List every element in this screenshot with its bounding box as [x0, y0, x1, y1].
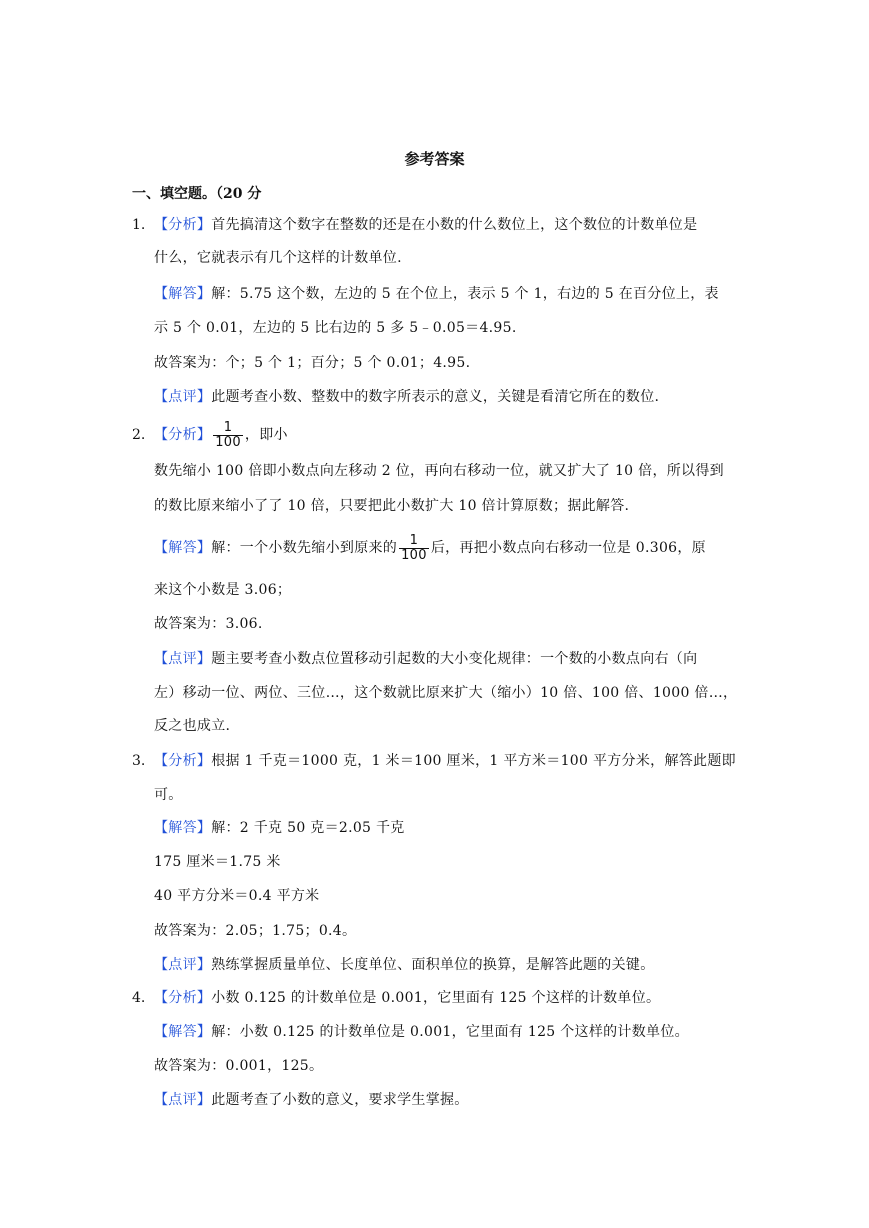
q1-answer-line-1: 【解答】解：5.75 这个数，左边的 5 在个位上，表示 5 个 1，右边的 5 在百分位上，表: [154, 286, 719, 302]
fraction-one-hundredth: $\frac{1}{100}$: [401, 532, 427, 563]
q3-answer-line-3: 40 平方分米＝0.4 平方米: [154, 888, 320, 904]
q2-answer-line-2: 来这个小数是 3.06；: [154, 582, 292, 598]
section-heading: 一、填空题。（20 分: [132, 186, 262, 202]
q1-answer-line-2: 示 5 个 0.01，左边的 5 比右边的 5 多 5﹣0.05＝4.95.: [154, 320, 517, 336]
answer-tag: 【解答】: [154, 540, 212, 556]
q2-result: 故答案为：3.06.: [154, 616, 263, 632]
q4-answer: 【解答】解：小数 0.125 的计数单位是 0.001，它里面有 125 个这样的计数单位。: [154, 1024, 689, 1040]
q3-answer-line-2: 175 厘米＝1.75 米: [154, 854, 281, 870]
q1-comment: 【点评】此题考查小数、整数中的数字所表示的意义，关键是看清它所在的数位.: [154, 389, 660, 405]
q2-comment-line-3: 反之也成立.: [154, 718, 231, 734]
q3-answer-line-1: 【解答】解：2 千克 50 克＝2.05 千克: [154, 820, 405, 836]
answer-tag: 【解答】: [154, 286, 212, 302]
analysis-tag: 【分析】: [154, 990, 212, 1006]
q3-comment: 【点评】熟练掌握质量单位、长度单位、面积单位的换算，是解答此题的关键。: [154, 957, 655, 973]
comment-tag: 【点评】: [154, 389, 212, 405]
comment-tag: 【点评】: [154, 1092, 212, 1108]
comment-tag: 【点评】: [154, 957, 212, 973]
page-title: 参考答案: [404, 150, 465, 168]
q1-result: 故答案为：个；5 个 1；百分；5 个 0.01；4.95.: [154, 355, 471, 371]
q1-analysis-line-1: 【分析】首先搞清这个数字在整数的还是在小数的什么数位上，这个数位的计数单位是: [154, 217, 698, 233]
q1-analysis-line-2: 什么，它就表示有几个这样的计数单位.: [154, 250, 402, 266]
analysis-tag: 【分析】: [154, 217, 212, 233]
q4-result: 故答案为：0.001，125。: [154, 1058, 324, 1074]
question-2-number: 2.: [132, 427, 146, 443]
q2-answer-line-1: 【解答】解：一个小数先缩小到原来的 $\frac{1}{100}$ 后，再把小数点向右移动一位是 0.306，原: [154, 532, 706, 563]
answer-tag: 【解答】: [154, 1024, 212, 1040]
answer-tag: 【解答】: [154, 820, 212, 836]
q3-result: 故答案为：2.05；1.75；0.4。: [154, 923, 357, 939]
analysis-tag: 【分析】: [154, 753, 212, 769]
comment-tag: 【点评】: [154, 651, 212, 667]
q3-analysis-line-1: 【分析】根据 1 千克＝1000 克，1 米＝100 厘米，1 平方米＝100 平方分米，解答此题即: [154, 753, 736, 769]
question-1-number: 1.: [132, 217, 146, 233]
q4-comment: 【点评】此题考查了小数的意义，要求学生掌握。: [154, 1092, 469, 1108]
q2-analysis-line-2: 数先缩小 100 倍即小数点向左移动 2 位，再向右移动一位，就又扩大了 10 倍，所以得到: [154, 463, 724, 479]
q2-comment-line-1: 【点评】题主要考查小数点位置移动引起数的大小变化规律：一个数的小数点向右（向: [154, 651, 698, 667]
q3-analysis-line-2: 可。: [154, 787, 183, 803]
q2-comment-line-2: 左）移动一位、两位、三位…，这个数就比原来扩大（缩小）10 倍、100 倍、1000 倍…，: [154, 685, 738, 701]
q2-analysis-line-3: 的数比原来缩小了了 10 倍，只要把此小数扩大 10 倍计算原数；据此解答.: [154, 498, 630, 514]
q4-analysis: 【分析】小数 0.125 的计数单位是 0.001，它里面有 125 个这样的计数单位。: [154, 990, 661, 1006]
analysis-tag: 【分析】: [154, 427, 212, 443]
question-4-number: 4.: [132, 990, 146, 1006]
q2-analysis-line-1: 【分析】 $\frac{1}{100}$ ，即小: [154, 419, 288, 450]
question-3-number: 3.: [132, 753, 146, 769]
fraction-one-hundredth: $\frac{1}{100}$: [215, 419, 241, 450]
